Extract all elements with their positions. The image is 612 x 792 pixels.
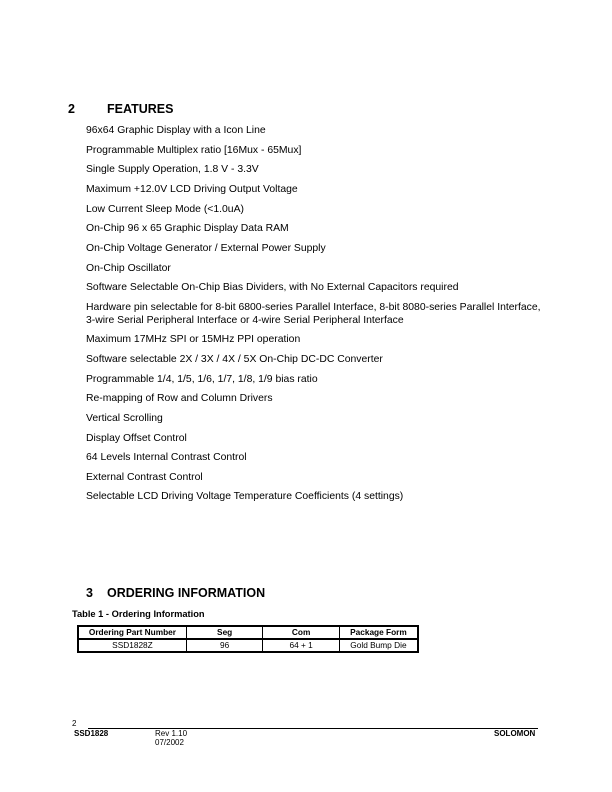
table-cell: SSD1828Z [78,639,186,652]
table-header-row [78,626,418,639]
features-section-number: 2 [68,102,75,116]
footer-brand: SOLOMON [494,729,536,738]
table-caption: Table 1 - Ordering Information [72,609,205,619]
column-header: Seg [186,626,262,639]
feature-item: Low Current Sleep Mode (<1.0uA) [86,204,244,215]
feature-item: Maximum +12.0V LCD Driving Output Voltage [86,184,298,195]
feature-item: External Contrast Control [86,472,203,483]
feature-item: Software Selectable On-Chip Bias Dividers, with No External Capacitors required [86,282,459,293]
feature-item: On-Chip Oscillator [86,263,171,274]
ordering-section-number: 3 [86,586,93,600]
feature-item: Display Offset Control [86,433,187,444]
feature-item: Hardware pin selectable for 8-bit 6800-series Parallel Interface, 8-bit 8080-series Parallel Interface, 3-wire Serial Peripheral Interface or 4-wire Serial Peripheral Interface [86,302,541,326]
ordering-table [77,625,419,653]
feature-item: Programmable Multiplex ratio [16Mux - 65Mux] [86,145,302,156]
feature-item: 64 Levels Internal Contrast Control [86,452,247,463]
feature-item: Re-mapping of Row and Column Drivers [86,393,273,404]
feature-item: Software selectable 2X / 3X / 4X / 5X On-Chip DC-DC Converter [86,354,383,365]
table-row [78,639,418,652]
column-header: Package Form [339,626,418,639]
features-section-title: FEATURES [107,102,174,116]
feature-item: 96x64 Graphic Display with a Icon Line [86,125,266,136]
feature-item: Selectable LCD Driving Voltage Temperature Coefficients (4 settings) [86,491,404,502]
feature-item: Single Supply Operation, 1.8 V - 3.3V [86,164,259,175]
feature-item: On-Chip 96 x 65 Graphic Display Data RAM [86,223,289,234]
column-header: Com [263,626,339,639]
page-number: 2 [72,719,77,728]
table-cell: Gold Bump Die [339,639,418,652]
table-cell: 64 + 1 [263,639,339,652]
feature-item: Vertical Scrolling [86,413,163,424]
footer-rev: Rev 1.10 [155,729,188,738]
ordering-section-title: ORDERING INFORMATION [107,586,266,600]
table-cell: 96 [186,639,262,652]
footer-date: 07/2002 [155,738,184,747]
feature-item: Maximum 17MHz SPI or 15MHz PPI operation [86,334,301,345]
column-header: Ordering Part Number [78,626,186,639]
feature-item: On-Chip Voltage Generator / External Power Supply [86,243,326,254]
feature-item: Programmable 1/4, 1/5, 1/6, 1/7, 1/8, 1/9 bias ratio [86,374,318,385]
footer-part: SSD1828 [74,729,109,738]
